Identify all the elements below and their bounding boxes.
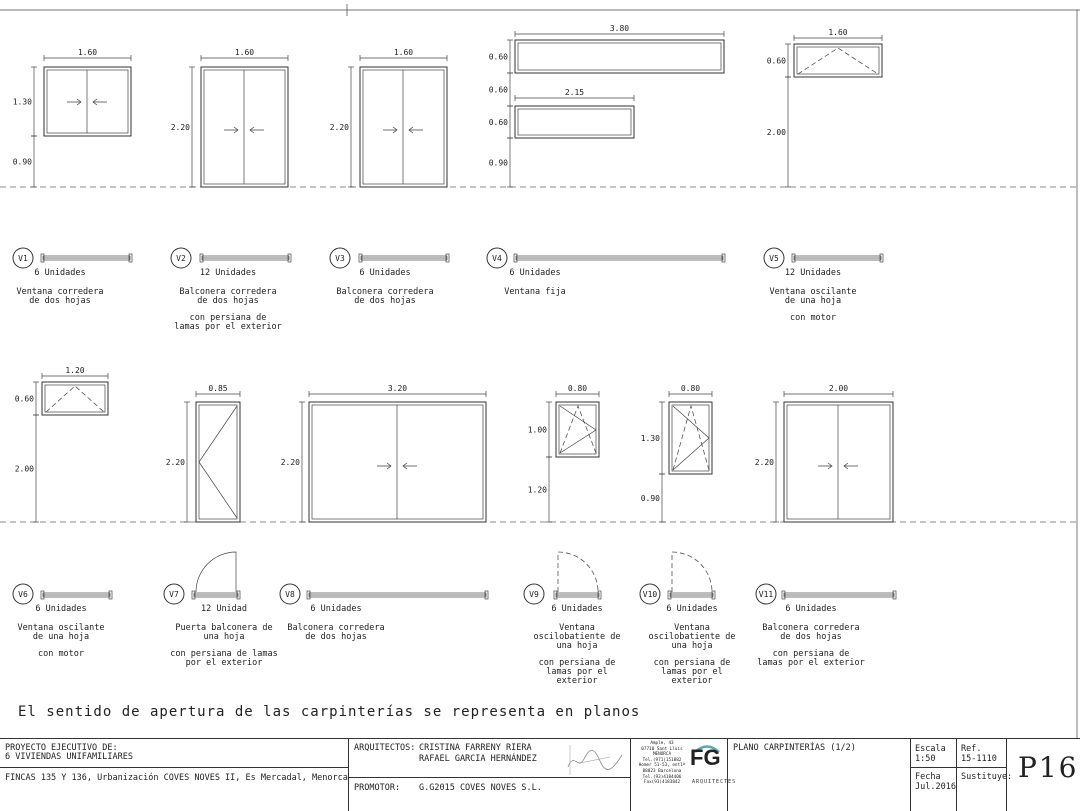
item-extra: con persiana de [772, 649, 850, 659]
dimension-label: 2.20 [165, 458, 185, 467]
title-block-divider [348, 739, 349, 811]
opening-indicator [560, 406, 596, 453]
window-swing-arc [558, 552, 598, 592]
door-swing-arc [196, 552, 236, 592]
frame-inner [45, 385, 105, 412]
opening-indicator [199, 406, 237, 518]
frame-inner [797, 47, 879, 74]
item-extra: lamas por el [661, 667, 723, 677]
dimension-label: 1.30 [12, 97, 32, 107]
item-description: Ventana corredera [16, 287, 104, 297]
replaces-label: Sustituye: [961, 772, 1013, 782]
office-address [634, 741, 690, 786]
slide-arrow-icon [818, 463, 832, 469]
item-count: 6 Unidades [359, 268, 411, 278]
item-extra: con motor [789, 313, 837, 323]
opening-indicator [673, 406, 709, 470]
title-block-divider [727, 739, 728, 811]
signature [560, 741, 630, 775]
title-block-divider [348, 777, 630, 778]
dimension-label: 0.90 [488, 158, 508, 168]
item-count: 6 Unidades [551, 604, 603, 614]
dimension-label: 3.80 [609, 24, 630, 33]
item-extra: con persiana de lamas [170, 649, 278, 659]
architects-label: ARQUITECTOS: [354, 743, 416, 753]
item-description: Ventana oscilante [17, 623, 105, 633]
title-block-divider [910, 739, 911, 811]
item-description: Ventana [559, 623, 595, 633]
dimension-label: 2.00 [14, 464, 34, 474]
item-extra: lamas por el exterior [174, 322, 282, 332]
promotor-label: PROMOTOR: [354, 783, 401, 793]
opening-indicator [798, 48, 878, 74]
window-swing-arc [672, 552, 712, 592]
frame-outer [201, 67, 288, 187]
dimension-label: 2.20 [329, 123, 349, 132]
opening-direction-note: El sentido de apertura de las carpinterías se representa en planos [18, 704, 641, 720]
frame-outer [360, 67, 447, 187]
title-block-divider [910, 767, 1006, 768]
slide-arrow-icon [383, 127, 397, 133]
item-description: Puerta balconera de [175, 623, 273, 633]
dimension-label: 0.80 [567, 384, 588, 393]
frame-outer [794, 44, 882, 77]
item-tag-label: V2 [176, 254, 186, 263]
dimension-label: 1.60 [828, 28, 848, 37]
plan-title: PLANO CARPINTERÍAS (1/2) [733, 743, 856, 753]
item-description: de dos hojas [780, 632, 842, 642]
address-line: Fax(93)4183842 [643, 780, 681, 786]
dimension-label: 2.20 [754, 458, 774, 467]
frame-inner [363, 70, 444, 184]
project-location: FINCAS 135 Y 136, Urbanización COVES NOVES II, Es Mercadal, Menorca [5, 773, 348, 783]
sheet-number: P16 [1018, 751, 1079, 784]
address-line: Ample, 43 [650, 741, 674, 746]
item-tag-label: V8 [285, 590, 295, 599]
dimension-label: 0.85 [208, 384, 228, 393]
dimension-label: 2.20 [280, 458, 300, 467]
item-description: de una hoja [784, 296, 842, 306]
item-count: 6 Unidades [509, 268, 561, 278]
slide-arrow-icon [377, 463, 391, 469]
frame-inner [518, 43, 721, 70]
item-description: Ventana [674, 623, 710, 633]
item-description: Balconera corredera [287, 623, 385, 633]
frame-inner [559, 405, 596, 454]
frame-outer [784, 402, 893, 522]
item-description: de una hoja [32, 632, 90, 642]
dimension-label: 0.60 [488, 118, 508, 127]
item-count: 6 Unidades [34, 268, 86, 278]
slide-arrow-icon [250, 127, 264, 133]
office-logo: FG [690, 745, 721, 770]
item-extra: exterior [671, 676, 713, 686]
frame-inner [787, 405, 890, 519]
project-line2: 6 VIVIENDAS UNIFAMILIARES [5, 752, 133, 762]
item-tag-label: V11 [758, 590, 774, 599]
item-tag-label: V4 [492, 254, 502, 263]
item-description: oscilobatiente de [533, 632, 621, 642]
slide-arrow-icon [409, 127, 423, 133]
item-description: Balconera corredera [762, 623, 860, 633]
dimension-label: 1.20 [527, 485, 547, 495]
opening-indicator [673, 406, 709, 470]
item-tag-label: V7 [169, 590, 179, 599]
architect-2: RAFAEL GARCIA HERNÁNDEZ [419, 754, 537, 764]
frame-outer [309, 402, 486, 522]
dimension-label: 1.20 [65, 366, 85, 375]
item-description: Ventana oscilante [769, 287, 857, 297]
frame-outer [669, 402, 712, 474]
dimension-label: 1.60 [77, 48, 98, 57]
promotor-name: G.G2015 COVES NOVES S.L. [419, 783, 542, 793]
office-logo-subtitle: ARQUITECTES [692, 779, 737, 785]
item-count: 6 Unidades [310, 604, 362, 614]
architect-1: CRISTINA FARRENY RIERA [419, 743, 532, 753]
dimension-label: 2.00 [828, 384, 849, 393]
item-count: 12 Unidades [784, 268, 842, 278]
item-extra: por el exterior [185, 658, 263, 668]
dimension-label: 1.60 [393, 48, 414, 57]
item-extra: exterior [556, 676, 598, 686]
address-line: MENORCA [652, 752, 672, 758]
title-block-divider [630, 739, 631, 811]
address-line: Homer 51-53, ent1ª [638, 763, 686, 769]
dimension-label: 1.60 [234, 48, 255, 57]
item-count: 6 Unidades [666, 604, 718, 614]
item-tag-label: V5 [769, 254, 779, 263]
frame-outer [515, 40, 724, 73]
title-block-divider [0, 767, 348, 768]
item-description: de dos hojas [354, 296, 416, 306]
item-tag-label: V9 [529, 590, 539, 599]
dimension-label: 0.80 [680, 384, 701, 393]
dimension-label: 2.15 [564, 88, 585, 97]
frame-inner [199, 405, 237, 519]
title-block-divider [956, 739, 957, 811]
item-description: una hoja [203, 632, 245, 642]
item-count: 6 Unidades [35, 604, 87, 614]
dimension-label: 0.90 [640, 494, 660, 503]
item-count: 6 Unidades [785, 604, 837, 614]
item-description: Ventana fija [504, 287, 566, 297]
project-line1: PROYECTO EJECUTIVO DE: [5, 743, 118, 753]
ref-label: Ref. [961, 744, 982, 754]
date-label: Fecha [915, 772, 941, 782]
dimension-label: 2.20 [170, 123, 190, 132]
ref-value: 15-1110 [961, 754, 997, 764]
date-value: Jul.2016 [915, 782, 956, 792]
address-line: 07710 Sant Lluís [641, 746, 683, 752]
dimension-label: 3.20 [387, 384, 408, 393]
frame-inner [312, 405, 483, 519]
dimension-label: 1.00 [527, 425, 547, 435]
frame-outer [42, 382, 108, 415]
item-extra: con persiana de [653, 658, 731, 668]
item-tag-label: V10 [642, 590, 658, 599]
dimension-label: 2.00 [766, 128, 786, 137]
item-description: una hoja [671, 641, 713, 651]
scale-value: 1:50 [915, 754, 936, 764]
dimension-label: 0.60 [488, 85, 508, 95]
item-extra: con persiana de [538, 658, 616, 668]
address-line: Tel.(93)4184406 [642, 774, 682, 780]
frame-outer [44, 67, 131, 136]
address-line: 08023 Barcelona [642, 768, 682, 774]
slide-arrow-icon [403, 463, 417, 469]
item-description: oscilobatiente de [648, 632, 736, 642]
slide-arrow-icon [67, 99, 81, 105]
item-description: Balconera corredera [336, 287, 434, 297]
dimension-label: 0.60 [14, 394, 34, 404]
item-extra: con motor [37, 649, 85, 659]
dimension-label: 0.90 [12, 157, 32, 167]
frame-outer [515, 106, 634, 138]
item-description: una hoja [556, 641, 598, 651]
dimension-label: 1.30 [640, 434, 660, 443]
scale-label: Escala [915, 744, 946, 754]
item-tag-label: V6 [18, 590, 28, 599]
frame-outer [196, 402, 240, 522]
item-count: 12 Unidades [199, 268, 257, 278]
dimension-label: 0.60 [766, 56, 786, 66]
item-extra: lamas por el [546, 667, 608, 677]
frame-inner [518, 109, 631, 135]
opening-indicator [560, 406, 596, 453]
frame-outer [556, 402, 599, 457]
item-extra: lamas por el exterior [757, 658, 865, 668]
slide-arrow-icon [93, 99, 107, 105]
title-block [0, 738, 1080, 811]
item-tag-label: V3 [335, 254, 345, 263]
opening-indicator [46, 386, 104, 412]
address-line: Tel.(971)151882 [642, 757, 682, 763]
item-tag-label: V1 [18, 254, 28, 263]
frame-inner [47, 70, 128, 133]
item-count: 12 Unidad [200, 604, 248, 614]
item-description: Balconera corredera [179, 287, 277, 297]
slide-arrow-icon [844, 463, 858, 469]
item-description: de dos hojas [29, 296, 91, 306]
item-description: de dos hojas [197, 296, 259, 306]
item-extra: con persiana de [189, 313, 267, 323]
slide-arrow-icon [224, 127, 238, 133]
item-description: de dos hojas [305, 632, 367, 642]
frame-inner [672, 405, 709, 471]
dimension-label: 0.60 [488, 52, 508, 62]
frame-inner [204, 70, 285, 184]
